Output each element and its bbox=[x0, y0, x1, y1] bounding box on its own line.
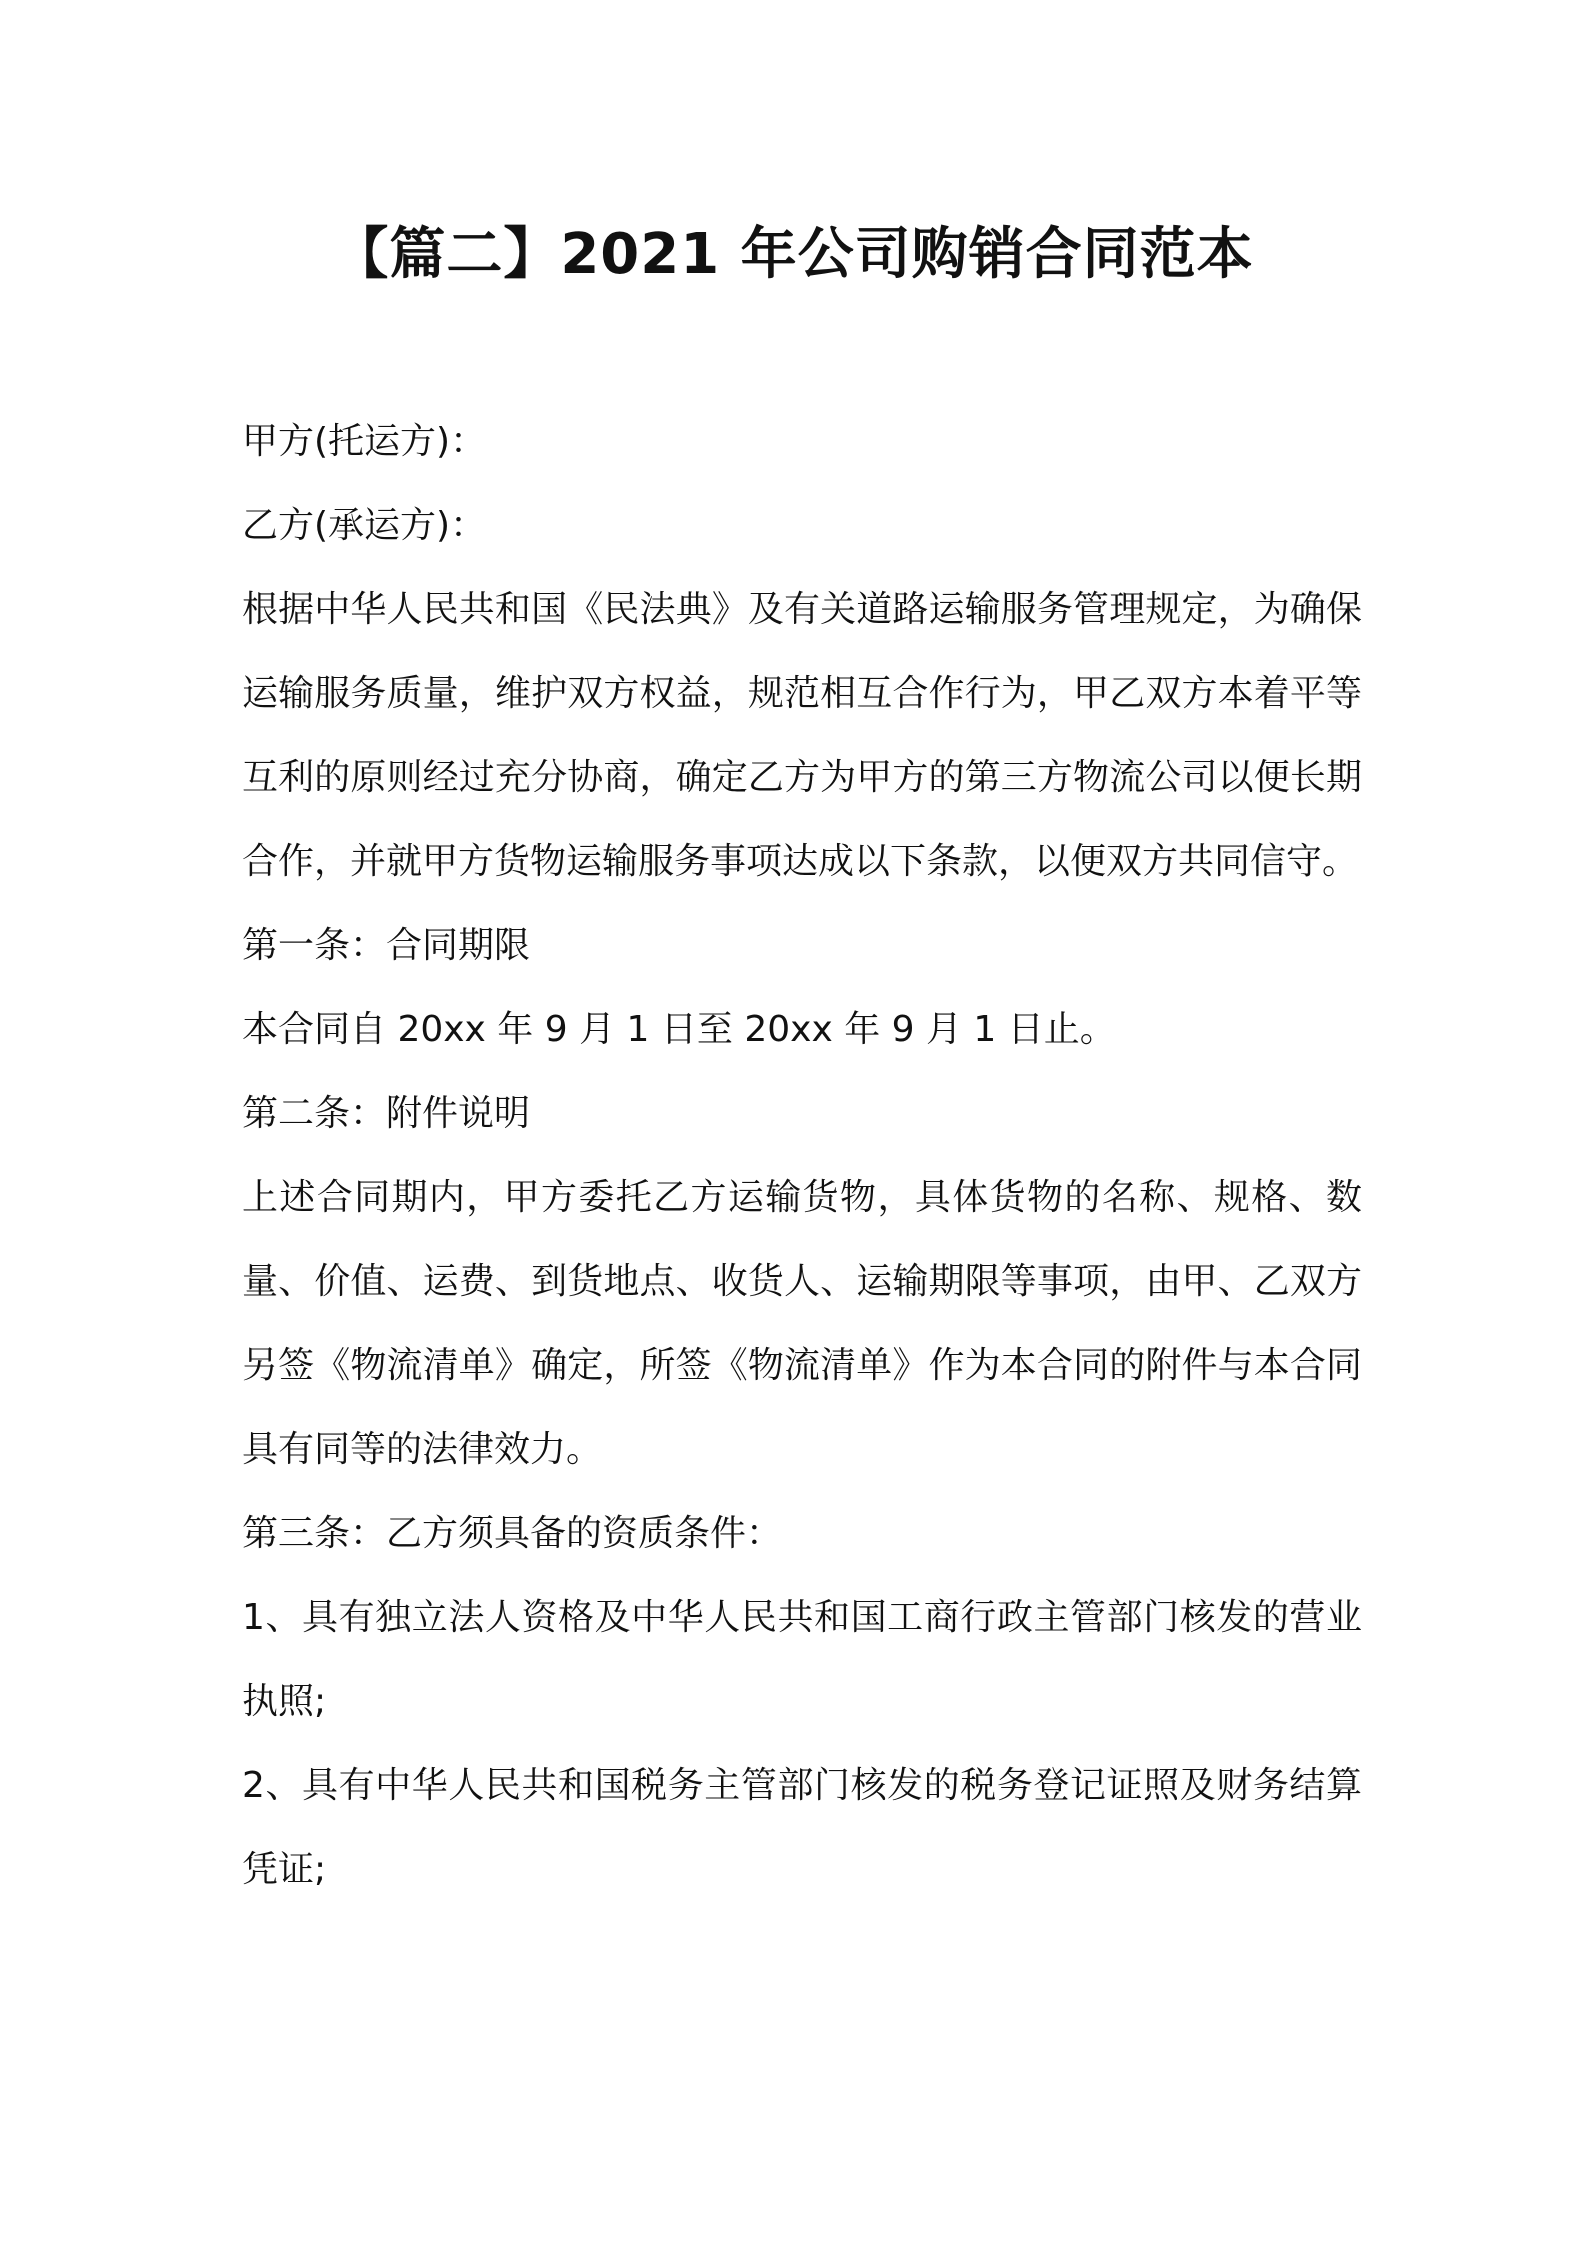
article-3-item-1: 1、具有独立法人资格及中华人民共和国工商行政主管部门核发的营业执照; bbox=[242, 1597, 1362, 1722]
party-a-line: 甲方(托运方)： bbox=[242, 421, 487, 462]
document-body bbox=[242, 400, 1362, 1912]
article-3-item-2: 2、具有中华人民共和国税务主管部门核发的税务登记证照及财务结算凭证; bbox=[242, 1765, 1362, 1890]
article-1-heading: 第一条：合同期限 bbox=[242, 925, 531, 966]
article-2-heading: 第二条：附件说明 bbox=[242, 1093, 531, 1134]
article-1-text: 本合同自 20xx 年 9 月 1 日至 20xx 年 9 月 1 日止。 bbox=[242, 1009, 1116, 1050]
document-title: 【篇二】2021 年公司购销合同范本 bbox=[332, 222, 1254, 287]
article-2-text: 上述合同期内，甲方委托乙方运输货物，具体货物的名称、规格、数量、价值、运费、到货地点、收货人、运输期限等事项，由甲、乙双方另签《物流清单》确定，所签《物流清单》作为本合同的附件与本合同具有同等的法律效力。 bbox=[242, 1177, 1362, 1470]
party-b-line: 乙方(承运方)： bbox=[242, 505, 487, 546]
preamble-paragraph: 根据中华人民共和国《民法典》及有关道路运输服务管理规定，为确保运输服务质量，维护双方权益，规范相互合作行为，甲乙双方本着平等互利的原则经过充分协商，确定乙方为甲方的第三方物流公司以便长期合作，并就甲方货物运输服务事项达成以下条款，以便双方共同信守。 bbox=[242, 589, 1362, 882]
article-3-heading: 第三条：乙方须具备的资质条件： bbox=[242, 1513, 783, 1554]
